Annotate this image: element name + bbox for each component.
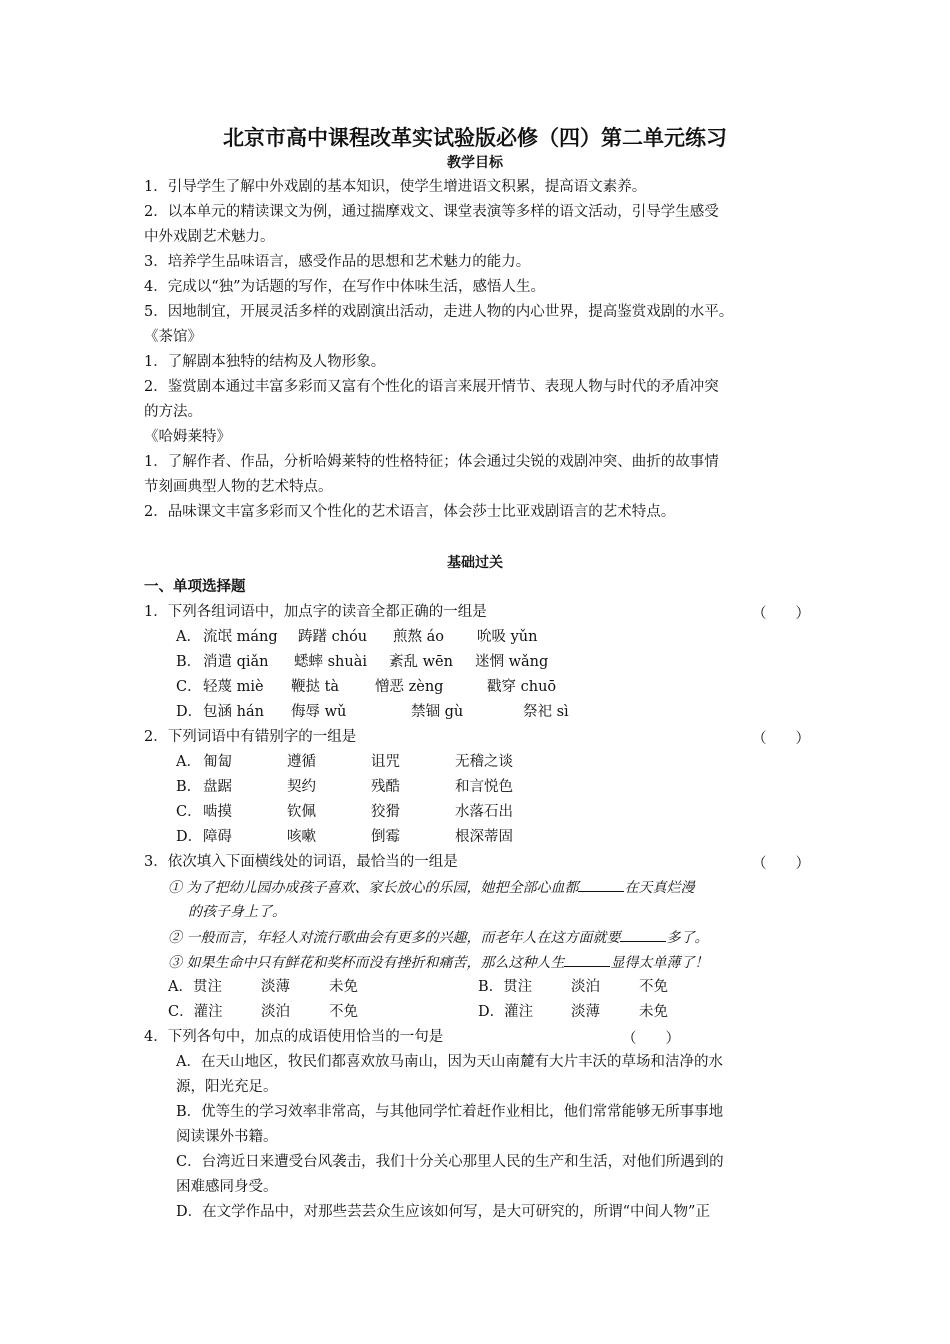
- goal-line: 1．引导学生了解中外戏剧的基本知识，使学生增进语文积累，提高语文素养。: [144, 179, 647, 195]
- answer-paren: （ ）: [752, 731, 810, 747]
- option-word: 轻蔑 miè: [203, 679, 264, 695]
- option-word: 紊乱 wēn: [389, 654, 453, 670]
- option-word: 不免: [329, 1004, 358, 1020]
- goal-line: 中外戏剧艺术魅力。: [144, 229, 275, 245]
- basics-heading: 基础过关: [447, 555, 503, 571]
- fill-blank: [578, 877, 624, 892]
- option-word: 钦佩: [287, 804, 316, 820]
- option-word: 淡泊: [571, 979, 600, 995]
- q4-line: B．优等生的学习效率非常高，与其他同学忙着赶作业相比，他们常常能够无所事事地: [176, 1104, 724, 1120]
- option-word: 未免: [639, 1004, 668, 1020]
- question-4-stem: 4．下列各句中，加点的成语使用恰当的一句是: [144, 1029, 444, 1045]
- goal-line: 节刻画典型人物的艺术特点。: [144, 479, 333, 495]
- goal-line: 4．完成以“独”为话题的写作，在写作中体味生活，感悟人生。: [144, 279, 546, 295]
- option-word: 禁锢 gù: [411, 704, 464, 720]
- option-word: 淡泊: [261, 1004, 290, 1020]
- option-word: 蟋蟀 shuài: [294, 654, 368, 670]
- option-word: 淡薄: [571, 1004, 600, 1020]
- option-word: 消遣 qiǎn: [203, 654, 269, 670]
- goal-line: 3．培养学生品味语言，感受作品的思想和艺术魅力的能力。: [144, 254, 531, 270]
- goal-line: 的方法。: [144, 404, 202, 420]
- sentence-2-part: ② 一般而言，年轻人对流行歌曲会有更多的兴趣，而老年人在这方面就要: [168, 930, 621, 946]
- option-word: 不免: [639, 979, 668, 995]
- option-word: 无稽之谈: [455, 754, 513, 770]
- option-word: 盘踞: [203, 779, 232, 795]
- option-letter: D．: [176, 829, 203, 845]
- goal-line: 1．了解作者、作品，分析哈姆莱特的性格特征；体会通过尖锐的戏剧冲突、曲折的故事情: [144, 454, 719, 470]
- sentence-2: [168, 927, 708, 948]
- q4-line: D．在文学作品中，对那些芸芸众生应该如何写，是大可研究的，所谓“中间人物”正: [176, 1204, 710, 1220]
- option-letter: A．: [176, 629, 201, 645]
- goal-line: 《茶馆》: [144, 329, 202, 345]
- section-heading: 一、单项选择题: [144, 579, 246, 595]
- option-word: 契约: [287, 779, 316, 795]
- option-word: B．贯注: [478, 979, 533, 995]
- q4-line: C．台湾近日来遭受台风袭击，我们十分关心那里人民的生产和生活，对他们所遇到的: [176, 1154, 724, 1170]
- question-1-stem: 1．下列各组词语中，加点字的读音全都正确的一组是: [144, 604, 487, 620]
- goal-line: 2．鉴赏剧本通过丰富多彩而又富有个性化的语言来展开情节、表现人物与时代的矛盾冲突: [144, 379, 719, 395]
- sentence-1-cont: 的孩子身上了。: [188, 904, 286, 920]
- option-word: 遵循: [287, 754, 316, 770]
- option-word: A．贯注: [168, 979, 222, 995]
- fill-blank: [620, 927, 666, 942]
- option-letter: A．: [176, 754, 201, 770]
- option-word: 憎恶 zèng: [375, 679, 444, 695]
- option-word: 鞭挞 tà: [291, 679, 340, 695]
- q4-line: 阅读课外书籍。: [176, 1129, 278, 1145]
- answer-paren: （ ）: [752, 606, 810, 622]
- option-letter: C．: [176, 804, 202, 820]
- q4-line: A．在天山地区，牧民们都喜欢放马南山，因为天山南麓有大片丰沃的草场和洁净的水: [176, 1054, 723, 1070]
- option-word: 踌躇 chóu: [298, 629, 368, 645]
- q4-line: 困难感同身受。: [176, 1179, 278, 1195]
- option-word: 流氓 máng: [203, 629, 278, 645]
- option-letter: C．: [176, 679, 202, 695]
- option-word: 咳嗽: [287, 829, 316, 845]
- sentence-1-part: 在天真烂漫: [624, 880, 695, 896]
- q4-line: 源，阳光充足。: [176, 1079, 278, 1095]
- sentence-1-part: ① 为了把幼儿园办成孩子喜欢、家长放心的乐园，她把全部心血都: [168, 880, 579, 896]
- option-word: 狡猾: [371, 804, 400, 820]
- option-word: 戳穿 chuō: [487, 679, 557, 695]
- option-word: 和言悦色: [455, 779, 513, 795]
- option-word: 障碍: [203, 829, 232, 845]
- fill-blank: [564, 952, 610, 967]
- option-word: 匍匐: [203, 754, 232, 770]
- goal-line: 2．以本单元的精读课文为例，通过揣摩戏文、课堂表演等多样的语文活动，引导学生感受: [144, 204, 719, 220]
- option-letter: B．: [176, 779, 202, 795]
- option-word: 水落石出: [455, 804, 513, 820]
- sentence-3-part: ③ 如果生命中只有鲜花和奖杯而没有挫折和痛苦，那么这种人生: [168, 955, 565, 971]
- option-word: 未免: [329, 979, 358, 995]
- sentence-2-part: 多了。: [666, 930, 709, 946]
- answer-paren: （ ）: [752, 856, 810, 872]
- document-title: 北京市高中课程改革实试验版必修（四）第二单元练习: [223, 126, 727, 150]
- goals-heading: 教学目标: [447, 155, 503, 171]
- option-word: 残酷: [371, 779, 400, 795]
- sentence-3: [168, 952, 708, 973]
- goal-line: 2．品味课文丰富多彩而又个性化的艺术语言，体会莎士比亚戏剧语言的艺术特点。: [144, 504, 676, 520]
- option-letter: B．: [176, 654, 202, 670]
- option-word: D．灌注: [478, 1004, 534, 1020]
- option-word: 根深蒂固: [455, 829, 513, 845]
- question-2-stem: 2．下列词语中有错别字的一组是: [144, 729, 357, 745]
- option-word: 倒霉: [371, 829, 400, 845]
- option-word: 包涵 hán: [203, 704, 264, 720]
- option-word: 侮辱 wǔ: [291, 704, 347, 720]
- sentence-1: [168, 877, 694, 898]
- option-word: 煎熬 áo: [393, 629, 444, 645]
- option-letter: D．: [176, 704, 203, 720]
- option-word: 啮摸: [203, 804, 232, 820]
- answer-paren: （ ）: [622, 1031, 680, 1047]
- option-word: 淡薄: [261, 979, 290, 995]
- option-word: C．灌注: [168, 1004, 223, 1020]
- sentence-3-part: 显得太单薄了！: [610, 955, 709, 971]
- goal-line: 5．因地制宜，开展灵活多样的戏剧演出活动，走进人物的内心世界，提高鉴赏戏剧的水平。: [144, 304, 734, 320]
- option-word: 祭祀 sì: [523, 704, 569, 720]
- option-word: 吮吸 yǔn: [477, 629, 538, 645]
- option-word: 诅咒: [371, 754, 400, 770]
- question-3-stem: 3．依次填入下面横线处的词语，最恰当的一组是: [144, 854, 458, 870]
- goal-line: 《哈姆莱特》: [144, 429, 231, 445]
- goal-line: 1．了解剧本独特的结构及人物形象。: [144, 354, 386, 370]
- option-word: 迷惘 wǎng: [475, 654, 549, 670]
